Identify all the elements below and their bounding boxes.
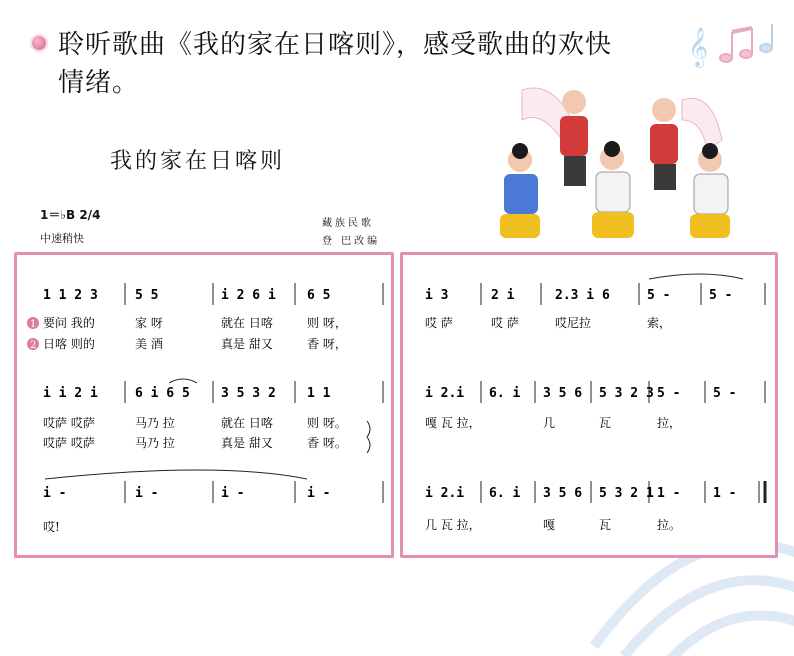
right-r1-lyric-1: 哎 萨 <box>425 316 453 330</box>
right-r3-note-3: 3 5 6 <box>543 486 583 501</box>
dancers-photo <box>482 80 744 248</box>
right-r1-note-5: 5 - <box>709 288 733 303</box>
left-r2-lyric1-1: 哎萨 哎萨 <box>43 416 95 430</box>
credit-arranger: 登 巴改编 <box>322 236 381 247</box>
left-r2-lyric2-4: 香 呀。 <box>307 436 347 450</box>
left-r3-note-3: i - <box>221 486 245 501</box>
score-panel-left <box>14 252 394 558</box>
right-r2-note-3: 3 5 6 <box>543 386 583 401</box>
right-r2-lyric-3: 瓦 <box>599 416 612 430</box>
right-r3-note-6: 1 - <box>713 486 737 501</box>
right-r2-lyric-1: 嘎 瓦 拉， <box>425 416 481 430</box>
left-r1-lyric2-3: 真是 甜又 <box>221 337 273 351</box>
right-r2-note-2: 6. i <box>489 386 521 401</box>
left-r2-note-2: 6 i 6 5 <box>135 386 190 401</box>
right-r3-note-4: 5 3 2 1 <box>599 486 654 501</box>
left-r2-note-1: i i 2 i <box>43 386 98 401</box>
right-r1-note-3: 2.3 i 6 <box>555 288 610 303</box>
right-r2-note-4: 5 3 2 3 <box>599 386 654 401</box>
left-r2-note-4: 1 1 <box>307 386 331 401</box>
left-r2-lyric1-2: 马乃 拉 <box>135 416 175 430</box>
left-r3-note-4: i - <box>307 486 331 501</box>
tempo-marking: 中速稍快 <box>40 232 84 245</box>
right-r2-note-6: 5 - <box>713 386 737 401</box>
left-r1-lyric2-2: 美 酒 <box>135 337 163 351</box>
left-r1-note-1: 1 1 2 3 <box>43 288 98 303</box>
right-r2-note-1: i 2.i <box>425 386 465 401</box>
right-r3-note-1: i 2.i <box>425 486 465 501</box>
right-r3-lyric-2: 嘎 <box>543 518 556 532</box>
left-r2-note-3: 3 5 3 2 <box>221 386 276 401</box>
left-r2-lyric2-3: 真是 甜又 <box>221 436 273 450</box>
left-r2-lyric2-2: 马乃 拉 <box>135 436 175 450</box>
svg-text:𝄞: 𝄞 <box>688 27 709 67</box>
left-r1-lyric2-1: 日喀 则的 <box>43 337 95 351</box>
right-r3-note-2: 6. i <box>489 486 521 501</box>
left-r2-lyric1-4: 则 呀。 <box>307 416 347 430</box>
music-notes-icon <box>686 18 776 70</box>
left-r1-lyric1-1: 要问 我的 <box>43 316 95 330</box>
credit-origin: 藏族民歌 <box>322 218 374 229</box>
verse-mark-1: 1 <box>30 319 37 330</box>
left-r1-note-4: 6 5 <box>307 288 331 303</box>
left-r1-lyric1-4: 则 呀， <box>307 316 347 330</box>
left-r1-note-3: i 2 6 i <box>221 288 276 303</box>
right-r1-note-2: 2 i <box>491 288 515 303</box>
right-r1-note-1: i 3 <box>425 288 449 303</box>
intro-line-2: 情绪。 <box>58 68 140 98</box>
left-r1-lyric2-4: 香 呀， <box>307 337 347 351</box>
right-r3-lyric-3: 瓦 <box>599 518 612 532</box>
left-r1-lyric1-3: 就在 日喀 <box>221 316 273 330</box>
verse-mark-2: 2 <box>30 340 37 351</box>
left-r3-note-1: i - <box>43 486 67 501</box>
key-signature: 1＝♭B 2/4 <box>40 208 101 222</box>
score-panel-right <box>400 252 778 558</box>
right-r3-lyric-4: 拉。 <box>657 518 682 532</box>
right-r3-note-5: 1 - <box>657 486 681 501</box>
right-r1-lyric-2: 哎 萨 <box>491 316 519 330</box>
right-r2-lyric-4: 拉， <box>657 416 682 430</box>
left-r3-note-2: i - <box>135 486 159 501</box>
song-title: 我的家在日喀则 <box>110 149 286 174</box>
right-r2-lyric-2: 几 <box>543 416 556 430</box>
intro-line-1: 聆听歌曲《我的家在日喀则》，感受歌曲的欢快 <box>58 30 613 60</box>
score-right-svg <box>403 255 775 555</box>
circle-bullet-icon <box>30 34 48 52</box>
right-r1-lyric-4: 索， <box>647 316 672 330</box>
right-r2-note-5: 5 - <box>657 386 681 401</box>
left-r3-lyric-1: 哎! <box>43 520 60 534</box>
left-r2-lyric1-3: 就在 日喀 <box>221 416 273 430</box>
left-r1-note-2: 5 5 <box>135 288 159 303</box>
right-r1-note-4: 5 - <box>647 288 671 303</box>
left-r2-lyric2-1: 哎萨 哎萨 <box>43 436 95 450</box>
right-r1-lyric-3: 哎尼拉 <box>555 316 592 330</box>
score-left-svg <box>17 255 391 555</box>
right-r3-lyric-1: 几 瓦 拉， <box>425 518 481 532</box>
left-r1-lyric1-2: 家 呀 <box>135 316 163 330</box>
